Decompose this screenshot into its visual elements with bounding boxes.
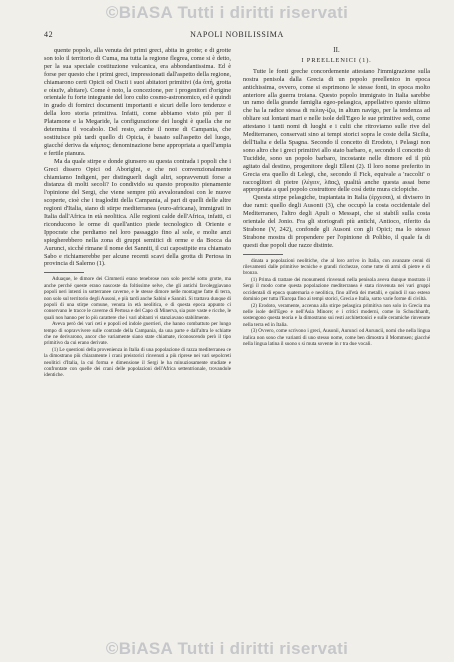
- footnote: (1) Prima di trattare dei monumenti rinvenuti nella penisola aveva dunque mostrato il Sergi il modo come questa popolazione mediterranea è stata rinvenuta nei vari gruppi occidentali di epoca quaternaria e neolitica, fino all'età dei metalli, e quindi il suo esteso dominio per tutta l'Europa fino ai tempi storici, Grecia e Italia, sotto varie forme di civiltà.: [243, 276, 430, 303]
- footnote: (1) Le questioni della provenienza in Italia di una popolazione di razza mediterranea ce la dimostrano più chiaramente i crani preistorici rinvenuti a più riprese nei vari sepolcreti neolitici d'Italia, la cui forma e dimensione il Sergi le ha minuziosamente studiate e confrontate con quelle dei crani delle popolazioni dell'Africa settentrionale, trovandole identiche.: [44, 346, 231, 379]
- right-paragraph: Questa stirpe pelasgiche, trapiantata in Italia (ἐρχεσαι), si divisero in due rami: quello degli Ausonii (3), che occupò la costa occidentale del Mediterraneo, l'altro degli Apuli o Messapi, che si stabilì sulla costa orientale del Jonio. Fra gli storiografi più antichi, Antioco, riferito da Strabone (V, 242), confonde gli Ausoni con gli Opici; ma lo stesso Strabone mostra di propendere per l'opinione di Polibio, il quale fa di questi due popoli due razze distinte.: [243, 194, 430, 249]
- page-number: 42: [44, 30, 54, 39]
- footnote-divider: [44, 272, 84, 273]
- left-column: [44, 47, 231, 379]
- watermark-top: ©BiASA Tutti i diritti riservati: [105, 3, 349, 22]
- left-paragraph: quente popolo, alla venuta dei primi greci, abita in grotte; e di grotte son tolo il territorio di Cuma, ma tutta la regione flegrea, come si è detto, per la sua speciale costituzione vulcanica, era abbondantissima. Ed è forse per questo che i primi greci, impressionati dall'aspetto della regione, chiamarono certi Opicii od Oscii i suoi abitatori primitivi (da ὀπή, grotta e οἰκεῖν, abitare). Come è noto, la concezione, per i progenitori d'origine orientale fu forte integrante del loro culto cosmo-astronomico, ed è quindi in grado di fornirci documenti importanti e sicuri delle loro tendenze e della loro storia primitiva. Infatti, come abbiamo visto più per il Platamone e la Megaride, la configurazione dei luoghi è quella che ne determina il vocabolo. Del resto, anche il nome di Campania, che sostituisce più tardi quello di Opicia, è basato sull'aspetto del luogo, giacché deriva da κάμπος; denominazione bene appropriata a quell'ampia e fertile pianura.: [44, 47, 231, 157]
- footnote: Aduaque, le dimore dei Cimmerii erano tenebrose non solo perché sotto grotte, ma anche perché queste erano nascoste da foltissime selve, che gli antichi favoleggiavano popoli neri intenti in sotterranee caverne, e le stesse dimore nelle montagne fatte di terra, non solo sul territorio degli Ausoni, e più tardi anche Sabini e Sanniti. Si trattava dunque di popoli di una stirpe comune, venuta in età neolitica, e di questa epoca appunto ci conservano le tracce le caverne di Pertosa e del Capo di Minerva, sia pure vaste e ricche, le quali non hanno per lo più carattere che i vari abitanti vi stanziavano stabilmente.: [44, 276, 231, 321]
- footnote: (2) Erodoto, veramente, accenna alla stirpe pelasgica primitiva non solo in Grecia ma nelle isole dell'Egeo e nell'Asia Minore; e i critici moderni, come lo Schuchhardt, sostengono questa teoria e la dimostrano sui resti architettonici e sulle ceramiche rinvenute nella terra ed in Italia.: [243, 302, 430, 328]
- footnote: (3) Ovvero, come scrivono i greci, Ausonii, Aurunci od Auruncii, nomi che nella lingua italica non sono che varianti di uno stesso nome, come ben dimostra il Mommsen; giacché nella lingua latina il suono s si muta sovente in r tra due vocali.: [243, 328, 430, 347]
- right-footnotes: [243, 258, 430, 348]
- section-title: I PREELLENICI (1).: [301, 56, 372, 64]
- section-number: II.: [333, 46, 340, 54]
- left-paragraph: Ma da quale stirpe e donde giunsero su questa contrada i popoli che i Greci dissero Opici od Aborigini, e che noi convenzionalmente chiamiamo Indigeni, per distinguerli dagli altri, sopravvenuti forse a distanza di molti secoli? Io condivido su questo proposito pienamente l'opinione del Sergi, che viene sempre più avvalorandosi con le nuove scoperte, cioè che i tragloditi della Campania, al pari di quelli delle altre regioni d'Italia, siano di stirpe mediterranea (euro-africana), immigrati in Italia dall'Africa in età neolitica. Alle regioni calde dell'Africa, infatti, ci riconducono le orme di quell'antico piede tecnologico di Oriente e Ippocrate che perdiamo nel loro passaggio fino al sole, e molte anzi spiegherebbero nella zona di gruppi semitici di orme e da Bocca da Aurunci, sicché rimane il nome dei Sanniti, il cui capostipite era chiamato Sabo e richiamerebbe per alcune recenti scavi della grotta di Pertosa in provincia di Salerno (1).: [44, 157, 231, 268]
- running-title: NAPOLI NOBILISSIMA: [190, 30, 284, 39]
- right-paragraph: Tutte le fonti greche concordemente attestano l'immigrazione sulla nostra penisola dalla Grecia di un popolo preellenico in epoca antichissima, ovvero, come si esprimono le stesse fonti, in epoca molto anteriore alla guerra troiana. Questo popolo immigrato in Italia sarebbe un ramo della grande famiglia egeo-pelasgica, appellativo questo ultimo che ha la radice stessa di πελαγ-ίζω, in altum navigo, per la tendenza ad obliare sui lontani mari e nelle isole dell'Egeo le sue primitive sedi, come attestano i tanti nomi di luoghi e i culti che ritroviamo sulle rive del Mediterraneo, conservati sino ai tempi storici sopra le coste della Sicilia, dell'Italia e della Spagna. Secondo il concetto di Erodoto, i Pelasgi non sono altro che i greci primitivi allo stato barbaro, e, secondo il concetto di Tucidide, sono un popolo barbaro, incostante nelle dimore ed il più agitato dal destino, progenitore degli Elleni (2). Il loro nome preferito in Grecia era quello di Lelegi, che, secondo il Fick, equivale a 'raccolti' o raccoglitori di pietre (λέγειν, λᾶας), qualità anche questa assai bene appropriata a quel popolo costruttore delle così dette mura ciclopiche.: [243, 67, 430, 194]
- footnote: Aveva però dei vari ceti e popoli ed indole guerrieri, che hanno combattuto per lungo tempo di sopravvivere sulle contrade della Campania, da una parte e dall'altra le schiatte che ne derivarono, ancor che variamente siano state chiamate, riconoscendo però il tipo primitivo da cui erano derivate.: [44, 321, 231, 347]
- watermark-bottom: ©BiASA Tutti i diritti riservati: [105, 639, 349, 658]
- footnote: dinata a popolazioni neolitiche, che al loro arrivo in Italia, con avanzate cenni di rilevamenti dalle primitive tecniche e grandi ricchezze, come tutte di armi di pietre e di bronzo.: [243, 257, 430, 277]
- right-column: [243, 47, 430, 347]
- footnote-divider: [243, 254, 283, 255]
- left-footnotes: [44, 276, 231, 379]
